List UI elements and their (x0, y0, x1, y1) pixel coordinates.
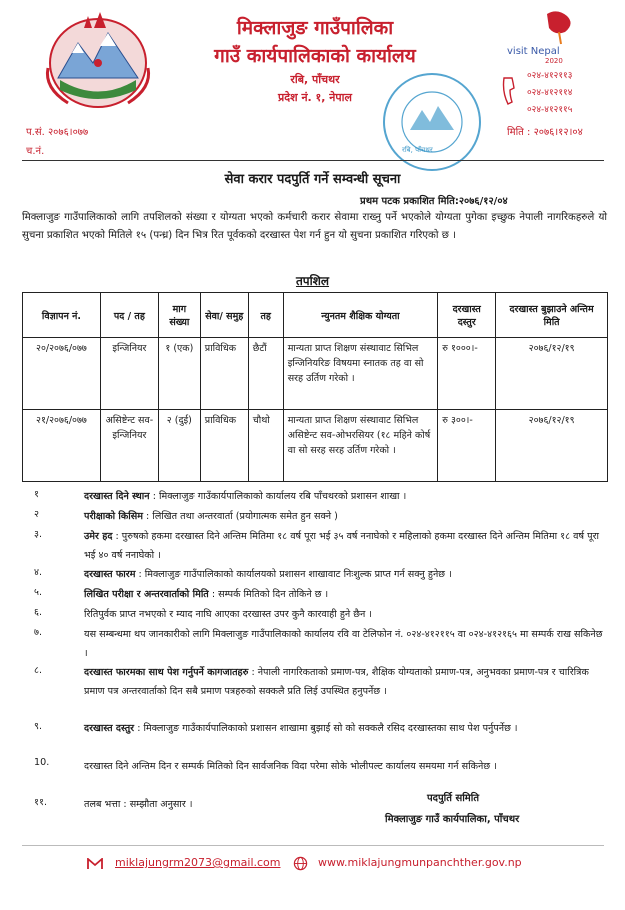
table-cell: प्राविधिक (200, 338, 248, 410)
column-header: न्युनतम शैक्षिक योग्यता (283, 293, 438, 338)
table-cell: रु १०००।- (438, 338, 496, 410)
website-link[interactable]: www.miklajungmunpanchther.gov.np (318, 856, 522, 869)
table-cell: २०७६/१२/१९ (496, 410, 608, 482)
table-row (23, 410, 608, 482)
signature-office: मिक्लाजुङ गाउँ कार्यपालिका, पाँचथर (385, 814, 520, 825)
mail-icon (87, 858, 103, 870)
item-text: : मिक्लाजुङ गाउँपालिकाको कार्यालयको प्रशासन शाखावाट निःशुल्क प्राप्त गर्न सक्नु हुनेछ । (138, 569, 452, 580)
column-header: पद / तह (100, 293, 158, 338)
table-cell: २१/२०७६/०७७ (23, 410, 101, 482)
item-label: दरखास्त फारमका साथ पेश गर्नुपर्ने कागजातहरु (84, 667, 249, 678)
item-label: दरखास्त दिने स्थान (84, 491, 150, 502)
notice-paragraph: मिक्लाजुङ गाउँपालिकाको लागि तपशिलको संख्या र योग्यता भएको कर्मचारी करार सेवामा राख्नु पर्ने भएकोले योग्यता पुगेका इच्छुक नेपाली नागरिकहरुले यो सुचना प्रकाशित भएको मितिले १५ (पन्ध्र) दिन भित्र रित पूर्वकको दरखास्त पेश गर्न हुन यो सुचना प्रकाशित गरिएको छ । (22, 212, 607, 241)
item-number: ६. (34, 607, 43, 618)
header-divider (22, 160, 604, 161)
item-text: : मिक्लाजुङ गाउँकार्यपालिकाको कार्यालय रबि पाँचथरको प्रशासन शाखा । (152, 491, 407, 502)
item-label: लिखित परीक्षा र अन्तरवार्ताको मिति (84, 589, 209, 600)
item-text: : मिक्लाजुङ गाउँकार्यपालिकाको प्रशासन शाखामा बुझाई सो को सक्कलै रसिद दरखास्तका साथ पेश पर्नुपर्नेछ । (137, 723, 518, 734)
office-province: प्रदेश नं. १, नेपाल (278, 91, 352, 104)
office-title: मिक्लाजुङ गाउँपालिका (236, 17, 394, 39)
item-text: : नेपाली नागरिकताको प्रमाण-पत्र, शैक्षिक योग्यताको प्रमाण-पत्र, अनुभवका प्रमाण-पत्र र चारित्रिक प्रमाण पत्र अन्तरवार्ताको दिन सबै प्रमाण पत्रहरुको सक्कलै प्रति लिई उपस्थित हनुपर्नेछ । (84, 667, 589, 697)
item-number: ४. (34, 567, 43, 578)
table-cell: रु ३००।- (438, 410, 496, 482)
reference-number: प.सं. २०७६।०७७ (26, 127, 89, 138)
svg-text:2020: 2020 (545, 57, 563, 65)
svg-text:रबि, पाँचथर: रबि, पाँचथर (402, 146, 433, 154)
first-publication-date: प्रथम पटक प्रकाशित मिति:२०७६/१२/०४ (360, 196, 508, 207)
item-number: ३. (34, 529, 43, 540)
issue-date: मिति : २०७६।१२।०४ (507, 127, 583, 138)
table-header-row (23, 293, 608, 338)
item-number: 10. (34, 757, 50, 768)
email-link[interactable]: miklajungrm2073@gmail.com (115, 856, 281, 869)
table-cell: १ (एक) (158, 338, 200, 410)
phone-numbers (527, 68, 572, 119)
item-number: ९. (34, 721, 43, 732)
globe-icon (293, 856, 308, 871)
table-cell: चौथो (248, 410, 283, 482)
table-cell: २ (दुई) (158, 410, 200, 482)
table-row (23, 338, 608, 410)
column-header: विज्ञापन नं. (23, 293, 101, 338)
notice-title: सेवा करार पदपुर्ति गर्ने सम्वन्धी सूचना (224, 172, 401, 187)
item-label: परीक्षाको किसिम (84, 511, 143, 522)
phone-number: ०२४-४१२११३ (527, 71, 573, 81)
table-cell: मान्यता प्राप्त शिक्षण संस्थावाट सिभिल इन्जिनियरिङ विषयमा स्नातक तह वा सो सरह उर्तिण गरेको । (283, 338, 438, 410)
item-text: यस सम्बन्धमा थप जानकारीको लागि मिक्लाजुङ गाउँपालिकाको कार्यालय रवि वा टेलिफोन नं. ०२४-४१२११५ वा ०२४-४१२१६५ मा सम्पर्क राख सकिनेछ । (84, 629, 603, 659)
table-cell: छैटौं (248, 338, 283, 410)
item-text: रितिपुर्वक प्राप्त नभएको र म्याद नाघि आएका दरखास्त उपर कुनै कारवाही हुने छैन । (84, 609, 373, 620)
column-header: दरखास्त दस्तुर (438, 293, 496, 338)
signature-committee: पदपुर्ति समिति (427, 793, 480, 804)
item-number: २ (34, 509, 39, 520)
table-cell: असिष्टेन्ट सव-इन्जिनियर (100, 410, 158, 482)
office-location: रबि, पाँचथर (290, 73, 340, 86)
item-number: ७. (34, 627, 43, 638)
column-header: दरखास्त बुझाउने अन्तिम मिति (496, 293, 608, 338)
item-number: १ (34, 489, 39, 500)
table-cell: मान्यता प्राप्त शिक्षण संस्थावाट सिभिल असिष्टेन्ट सव-ओभरसियर (१८ महिने कोर्ष वा सो सरह सरह उर्तिण गरेको । (283, 410, 438, 482)
column-header: सेवा/ समुह (200, 293, 248, 338)
table-cell: २०/२०७६/०७७ (23, 338, 101, 410)
visit-nepal-logo (505, 10, 605, 65)
phone-icon (500, 74, 520, 110)
footer-divider (22, 845, 604, 846)
item-number: ५. (34, 587, 43, 598)
column-header: तह (248, 293, 283, 338)
item-text: दरखास्त दिने अन्तिम दिन र सम्पर्क मितिको दिन सार्वजनिक विदा परेमा सोके भोलीपल्ट कार्यालय समयमा गर्न सकिनेछ । (84, 761, 497, 772)
svg-text:visit Nepal: visit Nepal (507, 46, 560, 57)
vacancy-table (22, 292, 608, 482)
item-text: : लिखित तथा अन्तरवार्ता (प्रयोगात्मक समेत हुन सक्ने ) (146, 511, 338, 522)
item-label: दरखास्त फारम (84, 569, 136, 580)
column-header: माग संख्या (158, 293, 200, 338)
item-label: दरखास्त दस्तुर (84, 723, 135, 734)
table-cell: प्राविधिक (200, 410, 248, 482)
phone-number: ०२४-४१२११४ (527, 88, 573, 98)
item-number: ८. (34, 665, 43, 676)
phone-number: ०२४-४१२११५ (527, 105, 573, 115)
table-cell: २०७६/१२/१९ (496, 338, 608, 410)
item-number: ११. (34, 797, 48, 808)
item-text: : सम्पर्क मितिको दिन तोकिने छ । (211, 589, 329, 600)
details-heading: तपशिल (295, 274, 330, 288)
item-text: : पुरुषको हकमा दरखास्त दिने अन्तिम मितिमा १८ वर्ष पूरा भई ३५ वर्ष ननाघेको र महिलाको हकमा दरखास्त दिने अन्तिम मितिमा १८ वर्ष पूरा भई ४० वर्ष ननाघेको । (84, 531, 599, 561)
government-emblem (38, 8, 158, 113)
item-text: तलब भत्ता : सम्झौता अनुसार । (84, 799, 193, 810)
table-cell: इन्जिनियर (100, 338, 158, 410)
chalani-number: च.नं. (26, 146, 45, 157)
item-label: उमेर हद (84, 531, 113, 542)
office-subtitle: गाउँ कार्यपालिकाको कार्यालय (214, 45, 416, 67)
